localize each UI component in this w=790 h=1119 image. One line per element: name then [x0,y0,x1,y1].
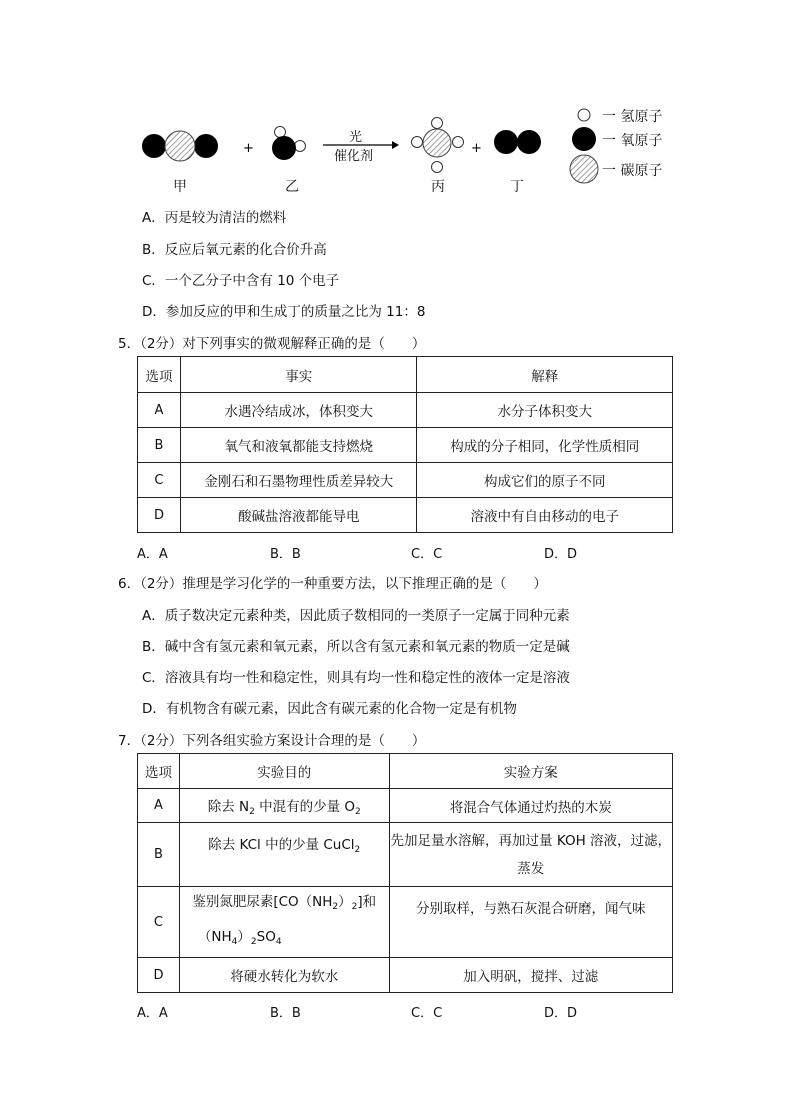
plus-sign-2: + [471,141,482,156]
label-yi: 乙 [285,179,299,195]
table-cell: A [138,789,180,823]
table-cell: A [138,393,181,428]
table-cell: 溶液中有自由移动的电子 [417,498,673,533]
table-header-cell: 选项 [138,357,181,393]
table-header-row [138,357,673,393]
table-header-cell: 实验方案 [389,754,672,789]
legend-oxygen-swatch [572,127,596,151]
q6-title: 6．（2分）推理是学习化学的一种重要方法，以下推理正确的是（ ） [118,576,547,592]
table-cell: 将混合气体通过灼热的木炭 [389,789,672,823]
table-cell: B [138,823,180,887]
table-cell: 加入明矾，搅拌、过滤 [389,958,672,993]
q6-option-b: B．碱中含有氢元素和氧元素，所以含有氢元素和氧元素的物质一定是碱 [142,639,570,655]
table-cell: 除去 KCl 中的少量 CuCl$_2$ [179,823,389,887]
q6-option-a: A．质子数决定元素种类，因此质子数相同的一类原子一定属于同种元素 [142,608,570,624]
q4-option-a: A．丙是较为清洁的燃料 [142,210,287,226]
table-cell: 分别取样，与熟石灰混合研磨，闻气味 [389,887,672,958]
table-cell: D [138,958,180,993]
table-row [138,823,673,887]
table-row [138,498,673,533]
table-cell: 先加足量水溶解，再加过量 KOH 溶液，过滤， 蒸发 [389,823,672,887]
table-cell: 鉴别氮肥尿素$[CO(NH_2)_2]$和 $(NH_4)_2SO_4$ [179,887,389,958]
q5-table [137,356,673,533]
molecule-bing [412,118,464,173]
plus-sign-1: + [243,141,254,156]
table-row [138,887,673,958]
table-cell: B [138,428,181,463]
q7-answer-c: C．C [411,1006,443,1021]
table-header-cell: 解释 [417,357,673,393]
table-header-cell: 实验目的 [179,754,389,789]
q5-answer-a: A．A [137,547,168,562]
q7-table [137,753,673,993]
table-cell: D [138,498,181,533]
q6-option-d: D．有机物含有碳元素，因此含有碳元素的化合物一定是有机物 [142,701,517,717]
label-jia: 甲 [173,179,187,195]
table-row [138,463,673,498]
q5-answer-c: C．C [411,547,443,562]
table-row [138,958,673,993]
label-bing: 丙 [431,179,445,195]
table-cell: 构成它们的原子不同 [417,463,673,498]
q4-option-b: B．反应后氧元素的化合价升高 [142,242,327,258]
arrow-label-catalyst: 催化剂 [334,149,374,164]
table-row [138,393,673,428]
table-cell: 酸碱盐溶液都能导电 [180,498,417,533]
q7-answer-d: D．D [544,1006,578,1021]
q6-option-c: C．溶液具有均一性和稳定性，则具有均一性和稳定性的液体一定是溶液 [142,670,570,686]
legend-oxygen: 一 氧原子 [602,133,663,149]
legend-carbon: 一 碳原子 [602,163,663,179]
legend-carbon-swatch [570,155,598,183]
q7-answer-b: B．B [270,1006,301,1021]
molecule-jia [142,131,218,161]
q5-answer-d: D．D [544,547,578,562]
table-row [138,428,673,463]
table-cell: 水分子体积变大 [417,393,673,428]
table-header-cell: 事实 [180,357,417,393]
molecule-ding [494,130,541,154]
arrow-label-light: 光 [349,130,363,145]
molecule-yi [272,127,306,161]
table-cell: 水遇冷结成冰，体积变大 [180,393,417,428]
q7-title: 7．（2分）下列各组实验方案设计合理的是（ ） [118,733,426,749]
table-cell: 氧气和液氧都能支持燃烧 [180,428,417,463]
table-header-row [138,754,673,789]
table-cell: 金刚石和石墨物理性质差异较大 [180,463,417,498]
q4-option-d: D．参加反应的甲和生成丁的质量之比为 11：8 [142,304,426,320]
table-cell: C [138,887,180,958]
table-cell: C [138,463,181,498]
q7-answer-a: A．A [137,1006,168,1021]
legend-hydrogen: 一 氢原子 [602,109,663,125]
reaction-diagram [0,0,790,200]
label-ding: 丁 [510,179,524,195]
q5-title: 5．（2分）对下列事实的微观解释正确的是（ ） [118,336,426,352]
legend-hydrogen-swatch [578,109,590,121]
table-header-cell: 选项 [138,754,180,789]
q4-option-c: C．一个乙分子中含有 10 个电子 [142,273,340,289]
q5-answer-b: B．B [270,547,301,562]
table-row [138,789,673,823]
table-cell: 构成的分子相同，化学性质相同 [417,428,673,463]
table-cell: 将硬水转化为软水 [179,958,389,993]
table-cell: 除去 $N_2$ 中混有的少量 $O_2$ [179,789,389,823]
